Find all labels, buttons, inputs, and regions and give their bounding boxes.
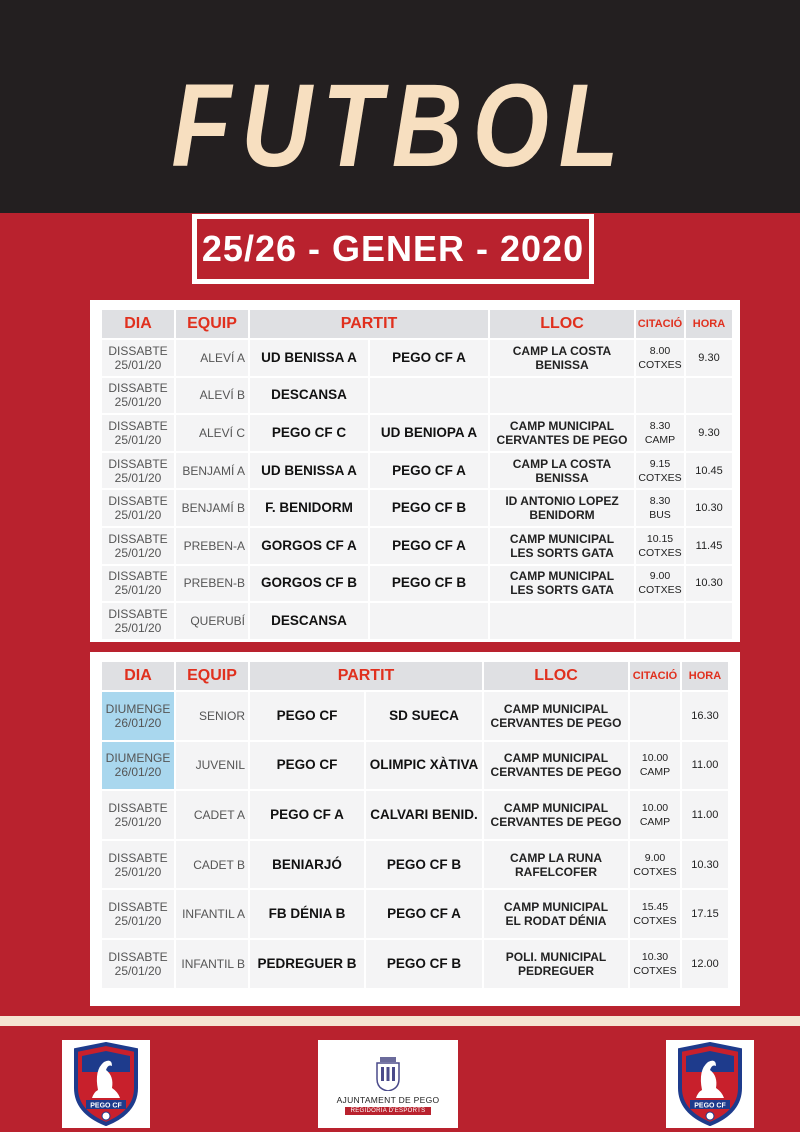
cell-hora (682, 890, 728, 938)
table-row (102, 841, 728, 889)
cell-citacio (636, 490, 684, 526)
cell-hora-text: 9.30 (698, 351, 720, 364)
cell-visitor-team-text: PEGO CF A (392, 537, 466, 553)
cell-citacio (630, 742, 680, 790)
cell-dia (102, 742, 174, 790)
cell-equip (176, 742, 248, 790)
table-row (102, 528, 732, 564)
cell-equip-text: JUVENIL (195, 758, 245, 773)
cell-visitor-team (366, 791, 482, 839)
table-row (102, 490, 732, 526)
cell-equip (176, 791, 248, 839)
table-row (102, 692, 728, 740)
cell-hora-text: 11.45 (695, 539, 723, 552)
cell-lloc-text: LES SORTS GATA (510, 583, 614, 598)
cell-local-team-text: FB DÉNIA B (268, 906, 346, 922)
cell-equip (176, 603, 248, 639)
cell-visitor-team (370, 415, 488, 451)
cell-dia-text: DISSABTE (108, 494, 168, 509)
schedule-table-weekend (90, 652, 740, 1006)
cell-visitor-team-text: CALVARI BENID. (370, 806, 478, 822)
cell-equip-text: CADET A (193, 807, 245, 822)
cell-citacio-text: COTXES (633, 964, 677, 977)
club-crest-icon (672, 1042, 748, 1126)
cell-dia (102, 453, 174, 489)
cell-local-team (250, 340, 368, 376)
cell-visitor-team (370, 453, 488, 489)
cell-dia (102, 940, 174, 988)
cell-lloc-text: CAMP LA RUNA (510, 850, 602, 865)
cell-citacio-text: CAMP (644, 433, 676, 446)
cell-local-team (250, 742, 364, 790)
cell-dia-text: 25/01/20 (114, 432, 162, 447)
cell-equip-text: ALEVÍ C (198, 425, 245, 440)
cell-local-team (250, 940, 364, 988)
cell-dia (102, 490, 174, 526)
cell-citacio (636, 453, 684, 489)
cell-equip-text: BENJAMÍ A (182, 463, 245, 478)
cell-citacio-text: 10.00 (641, 752, 669, 765)
date-banner (192, 214, 594, 284)
cell-hora (686, 603, 732, 639)
cell-dia-text: DISSABTE (108, 949, 168, 964)
header-equip: EQUIP (176, 662, 248, 690)
cell-hora (686, 340, 732, 376)
cell-dia-text: DISSABTE (108, 850, 168, 865)
cell-visitor-team (370, 603, 488, 639)
cell-visitor-team (370, 340, 488, 376)
cell-visitor-team (366, 692, 482, 740)
cell-equip-text: ALEVÍ A (200, 350, 245, 365)
cell-dia (102, 415, 174, 451)
cell-dia-text: 25/01/20 (114, 395, 162, 410)
cell-lloc (484, 742, 628, 790)
svg-text:PEGO CF: PEGO CF (90, 1102, 122, 1110)
cell-hora-text: 10.30 (695, 502, 723, 515)
header-lloc: LLOC (484, 662, 628, 690)
cell-citacio-text: 15.45 (641, 901, 669, 914)
cell-equip (176, 415, 248, 451)
cell-dia-text: DISSABTE (108, 606, 168, 621)
table-row (102, 890, 728, 938)
cell-local-team (250, 841, 364, 889)
cell-equip (176, 940, 248, 988)
cell-lloc-text: CAMP MUNICIPAL (503, 800, 609, 815)
cell-lloc (490, 453, 634, 489)
cell-visitor-team (370, 566, 488, 602)
cell-lloc-text: EL RODAT DÉNIA (505, 914, 607, 929)
table-header-row (102, 310, 732, 338)
cell-visitor-team-text: PEGO CF A (392, 462, 466, 478)
cell-visitor-team-text: UD BENIOPA A (380, 424, 478, 440)
cell-hora (682, 692, 728, 740)
coat-of-arms-icon (375, 1057, 401, 1091)
cell-equip-text: SENIOR (198, 708, 245, 723)
header-partit: PARTIT (250, 310, 488, 338)
header-hora: HORA (686, 310, 732, 338)
cell-lloc-text: CERVANTES DE PEGO (496, 432, 628, 447)
cell-hora (686, 453, 732, 489)
cell-lloc-text: BENISSA (535, 357, 589, 372)
cell-hora-text: 10.45 (695, 464, 723, 477)
cell-citacio (636, 528, 684, 564)
cell-local-team-text: PEGO CF A (270, 806, 344, 822)
cell-hora (682, 742, 728, 790)
cell-citacio-text: COTXES (633, 915, 677, 928)
cell-lloc-text: ID ANTONIO LOPEZ (505, 494, 619, 509)
header-dia: DIA (102, 310, 174, 338)
cell-equip (176, 692, 248, 740)
cell-citacio-text: COTXES (638, 471, 682, 484)
cell-dia (102, 890, 174, 938)
cell-dia-text: 25/01/20 (114, 508, 162, 523)
cell-dia (102, 692, 174, 740)
cell-lloc-text: CERVANTES DE PEGO (490, 715, 622, 730)
cell-lloc (490, 603, 634, 639)
cell-hora-text: 17.15 (691, 908, 719, 921)
cell-dia (102, 378, 174, 414)
cell-dia-text: DIUMENGE (105, 751, 171, 766)
cell-local-team-text: PEGO CF C (271, 424, 347, 440)
cell-equip-text: PREBEN-B (183, 576, 245, 591)
cell-lloc-text: PEDREGUER (517, 963, 594, 978)
cell-lloc-text: RAFELCOFER (515, 864, 597, 879)
cell-hora-text: 10.30 (691, 858, 719, 871)
cell-lloc (484, 841, 628, 889)
cell-equip (176, 453, 248, 489)
cell-local-team-text: GORGOS CF B (260, 575, 357, 591)
cell-lloc (484, 890, 628, 938)
cell-dia-text: DISSABTE (108, 531, 168, 546)
cell-local-team-text: UD BENISSA A (261, 462, 357, 478)
page-title: FUTBOL (171, 59, 629, 192)
cell-visitor-team (366, 841, 482, 889)
cell-citacio (636, 603, 684, 639)
cell-local-team-text: UD BENISSA A (261, 349, 357, 365)
cell-equip-text: INFANTIL B (181, 956, 245, 971)
cell-citacio (630, 791, 680, 839)
cell-equip (176, 890, 248, 938)
cell-hora-text: 16.30 (691, 709, 719, 722)
cell-local-team (250, 603, 368, 639)
cell-equip (176, 490, 248, 526)
cell-lloc (484, 940, 628, 988)
schedule-table-saturday (90, 300, 740, 642)
cell-dia (102, 566, 174, 602)
cell-dia (102, 791, 174, 839)
header-citacio: CITACIÓ (636, 310, 684, 338)
cell-citacio (630, 841, 680, 889)
cell-local-team-text: PEDREGUER B (257, 955, 357, 971)
header-lloc: LLOC (490, 310, 634, 338)
cell-lloc (490, 340, 634, 376)
cell-visitor-team-text: PEGO CF B (391, 500, 467, 516)
cell-citacio-text: COTXES (638, 546, 682, 559)
cell-equip-text: BENJAMÍ B (181, 501, 245, 516)
cell-dia-text: 25/01/20 (114, 357, 162, 372)
cell-lloc (490, 490, 634, 526)
cell-equip (176, 566, 248, 602)
cell-equip (176, 378, 248, 414)
cell-citacio-text: 10.15 (646, 532, 674, 545)
cell-dia-text: 25/01/20 (114, 914, 162, 929)
cell-citacio-text: COTXES (638, 358, 682, 371)
cell-dia-text: 25/01/20 (114, 963, 162, 978)
cell-dia-text: 26/01/20 (114, 715, 162, 730)
cell-visitor-team-text: PEGO CF B (391, 575, 467, 591)
cell-citacio (636, 566, 684, 602)
cell-dia-text: 26/01/20 (114, 765, 162, 780)
cell-citacio-text: CAMP (639, 815, 671, 828)
cell-dia-text: 25/01/20 (114, 864, 162, 879)
svg-text:PEGO CF: PEGO CF (694, 1102, 726, 1110)
cell-hora-text: 12.00 (691, 957, 719, 970)
cell-equip (176, 528, 248, 564)
ajuntament-logo (318, 1040, 458, 1128)
cell-local-team (250, 490, 368, 526)
cell-lloc-text: CAMP MUNICIPAL (509, 569, 615, 584)
cell-visitor-team-text: OLIMPIC XÀTIVA (369, 757, 479, 773)
cell-citacio-text: CAMP (639, 766, 671, 779)
cell-lloc-text: CERVANTES DE PEGO (490, 814, 622, 829)
cell-dia (102, 603, 174, 639)
table-header-row (102, 662, 728, 690)
cell-visitor-team-text: PEGO CF B (386, 955, 462, 971)
cell-hora (686, 490, 732, 526)
cell-visitor-team-text: PEGO CF B (386, 856, 462, 872)
cell-citacio-text: 9.00 (644, 851, 666, 864)
cell-equip-text: ALEVÍ B (199, 388, 245, 403)
header-equip: EQUIP (176, 310, 248, 338)
cell-citacio-text: 8.00 (649, 344, 671, 357)
schedule-table (100, 308, 734, 641)
table-row (102, 453, 732, 489)
cell-citacio (630, 940, 680, 988)
cell-hora (686, 415, 732, 451)
cell-hora (686, 378, 732, 414)
cell-lloc-text: CAMP MUNICIPAL (509, 418, 615, 433)
cell-local-team (250, 528, 368, 564)
cell-equip (176, 841, 248, 889)
cell-citacio-text: BUS (649, 509, 671, 522)
cell-visitor-team-text: SD SUECA (389, 707, 459, 723)
header-citacio: CITACIÓ (630, 662, 680, 690)
cell-hora-text: 11.00 (691, 808, 719, 821)
table-row (102, 378, 732, 414)
cell-citacio-text: 9.15 (649, 457, 671, 470)
header-hora: HORA (682, 662, 728, 690)
cell-lloc-text: CAMP MUNICIPAL (503, 900, 609, 915)
cell-visitor-team-text: PEGO CF A (387, 906, 461, 922)
cell-equip-text: PREBEN-A (183, 538, 245, 553)
cell-hora (682, 841, 728, 889)
cell-dia-text: DISSABTE (108, 569, 168, 584)
cell-dia-text: DISSABTE (108, 418, 168, 433)
cell-hora (686, 566, 732, 602)
cell-local-team (250, 566, 368, 602)
cell-dia-text: 25/01/20 (114, 583, 162, 598)
cell-local-team-text: F. BENIDORM (265, 500, 353, 516)
cell-visitor-team (370, 378, 488, 414)
cell-local-team (250, 453, 368, 489)
table-row (102, 940, 728, 988)
footer-divider (0, 1016, 800, 1026)
cell-dia (102, 340, 174, 376)
cell-lloc-text: CERVANTES DE PEGO (490, 765, 622, 780)
cell-citacio-text: 8.30 (649, 419, 671, 432)
cell-visitor-team-text: PEGO CF A (392, 349, 466, 365)
cell-local-team-text: DESCANSA (271, 612, 347, 628)
table-row (102, 415, 732, 451)
cell-local-team-text: GORGOS CF A (261, 537, 357, 553)
cell-lloc-text: BENISSA (535, 470, 589, 485)
cell-dia-text: 25/01/20 (114, 470, 162, 485)
cell-lloc-text: CAMP MUNICIPAL (509, 531, 615, 546)
cell-dia-text: DISSABTE (108, 900, 168, 915)
cell-local-team (250, 692, 364, 740)
cell-hora-text: 11.00 (691, 759, 719, 772)
cell-lloc-text: LES SORTS GATA (510, 545, 614, 560)
cell-citacio-text: 8.30 (649, 495, 671, 508)
regidoria-label: REGIDORIA D'ESPORTS (345, 1107, 432, 1115)
cell-dia-text: 25/01/20 (114, 545, 162, 560)
cell-citacio (636, 378, 684, 414)
cell-lloc-text: BENIDORM (529, 508, 595, 523)
cell-equip-text: INFANTIL A (182, 907, 245, 922)
cell-lloc-text: CAMP LA COSTA (512, 343, 612, 358)
cell-citacio (636, 415, 684, 451)
cell-lloc-text: CAMP MUNICIPAL (503, 701, 609, 716)
cell-hora-text: 9.30 (698, 426, 720, 439)
header-partit: PARTIT (250, 662, 482, 690)
header-dia: DIA (102, 662, 174, 690)
cell-local-team (250, 415, 368, 451)
cell-dia-text: DISSABTE (108, 800, 168, 815)
cell-dia (102, 528, 174, 564)
cell-citacio-text: 10.00 (641, 801, 669, 814)
cell-citacio-text: COTXES (633, 865, 677, 878)
cell-dia-text: 25/01/20 (114, 620, 162, 635)
cell-lloc (490, 415, 634, 451)
table-row (102, 791, 728, 839)
cell-lloc-text: CAMP MUNICIPAL (503, 751, 609, 766)
cell-citacio-text: COTXES (638, 584, 682, 597)
table-row (102, 340, 732, 376)
schedule-table (100, 660, 730, 990)
cell-visitor-team (370, 528, 488, 564)
cell-citacio-text: 10.30 (641, 950, 669, 963)
cell-local-team (250, 378, 368, 414)
cell-dia-text: DISSABTE (108, 456, 168, 471)
cell-visitor-team (366, 742, 482, 790)
cell-dia-text: DISSABTE (108, 381, 168, 396)
cell-citacio (630, 890, 680, 938)
cell-local-team-text: PEGO CF (276, 707, 338, 723)
cell-lloc (484, 692, 628, 740)
cell-local-team-text: PEGO CF (276, 757, 338, 773)
cell-lloc (490, 528, 634, 564)
table-row (102, 566, 732, 602)
ajuntament-name: AJUNTAMENT DE PEGO (336, 1095, 440, 1105)
cell-hora (686, 528, 732, 564)
date-banner-text: 25/26 - GENER - 2020 (197, 219, 589, 279)
cell-dia (102, 841, 174, 889)
cell-lloc (484, 791, 628, 839)
cell-local-team-text: DESCANSA (271, 387, 347, 403)
pego-cf-logo-left (62, 1040, 150, 1128)
cell-local-team (250, 791, 364, 839)
cell-equip-text: QUERUBÍ (190, 613, 245, 628)
cell-lloc (490, 378, 634, 414)
cell-lloc-text: POLI. MUNICIPAL (505, 949, 607, 964)
cell-hora-text: 10.30 (695, 577, 723, 590)
cell-visitor-team (370, 490, 488, 526)
cell-dia-text: DISSABTE (108, 343, 168, 358)
pego-cf-logo-right (666, 1040, 754, 1128)
cell-lloc (490, 566, 634, 602)
club-crest-icon (68, 1042, 144, 1126)
cell-visitor-team (366, 890, 482, 938)
cell-dia-text: DIUMENGE (105, 701, 171, 716)
cell-citacio (636, 340, 684, 376)
cell-equip (176, 340, 248, 376)
cell-dia-text: 25/01/20 (114, 814, 162, 829)
table-row (102, 603, 732, 639)
table-row (102, 742, 728, 790)
cell-local-team (250, 890, 364, 938)
cell-lloc-text: CAMP LA COSTA (512, 456, 612, 471)
cell-hora (682, 940, 728, 988)
cell-citacio-text: 9.00 (649, 570, 671, 583)
cell-equip-text: CADET B (193, 857, 245, 872)
cell-hora (682, 791, 728, 839)
cell-citacio (630, 692, 680, 740)
cell-visitor-team (366, 940, 482, 988)
cell-local-team-text: BENIARJÓ (272, 856, 342, 872)
